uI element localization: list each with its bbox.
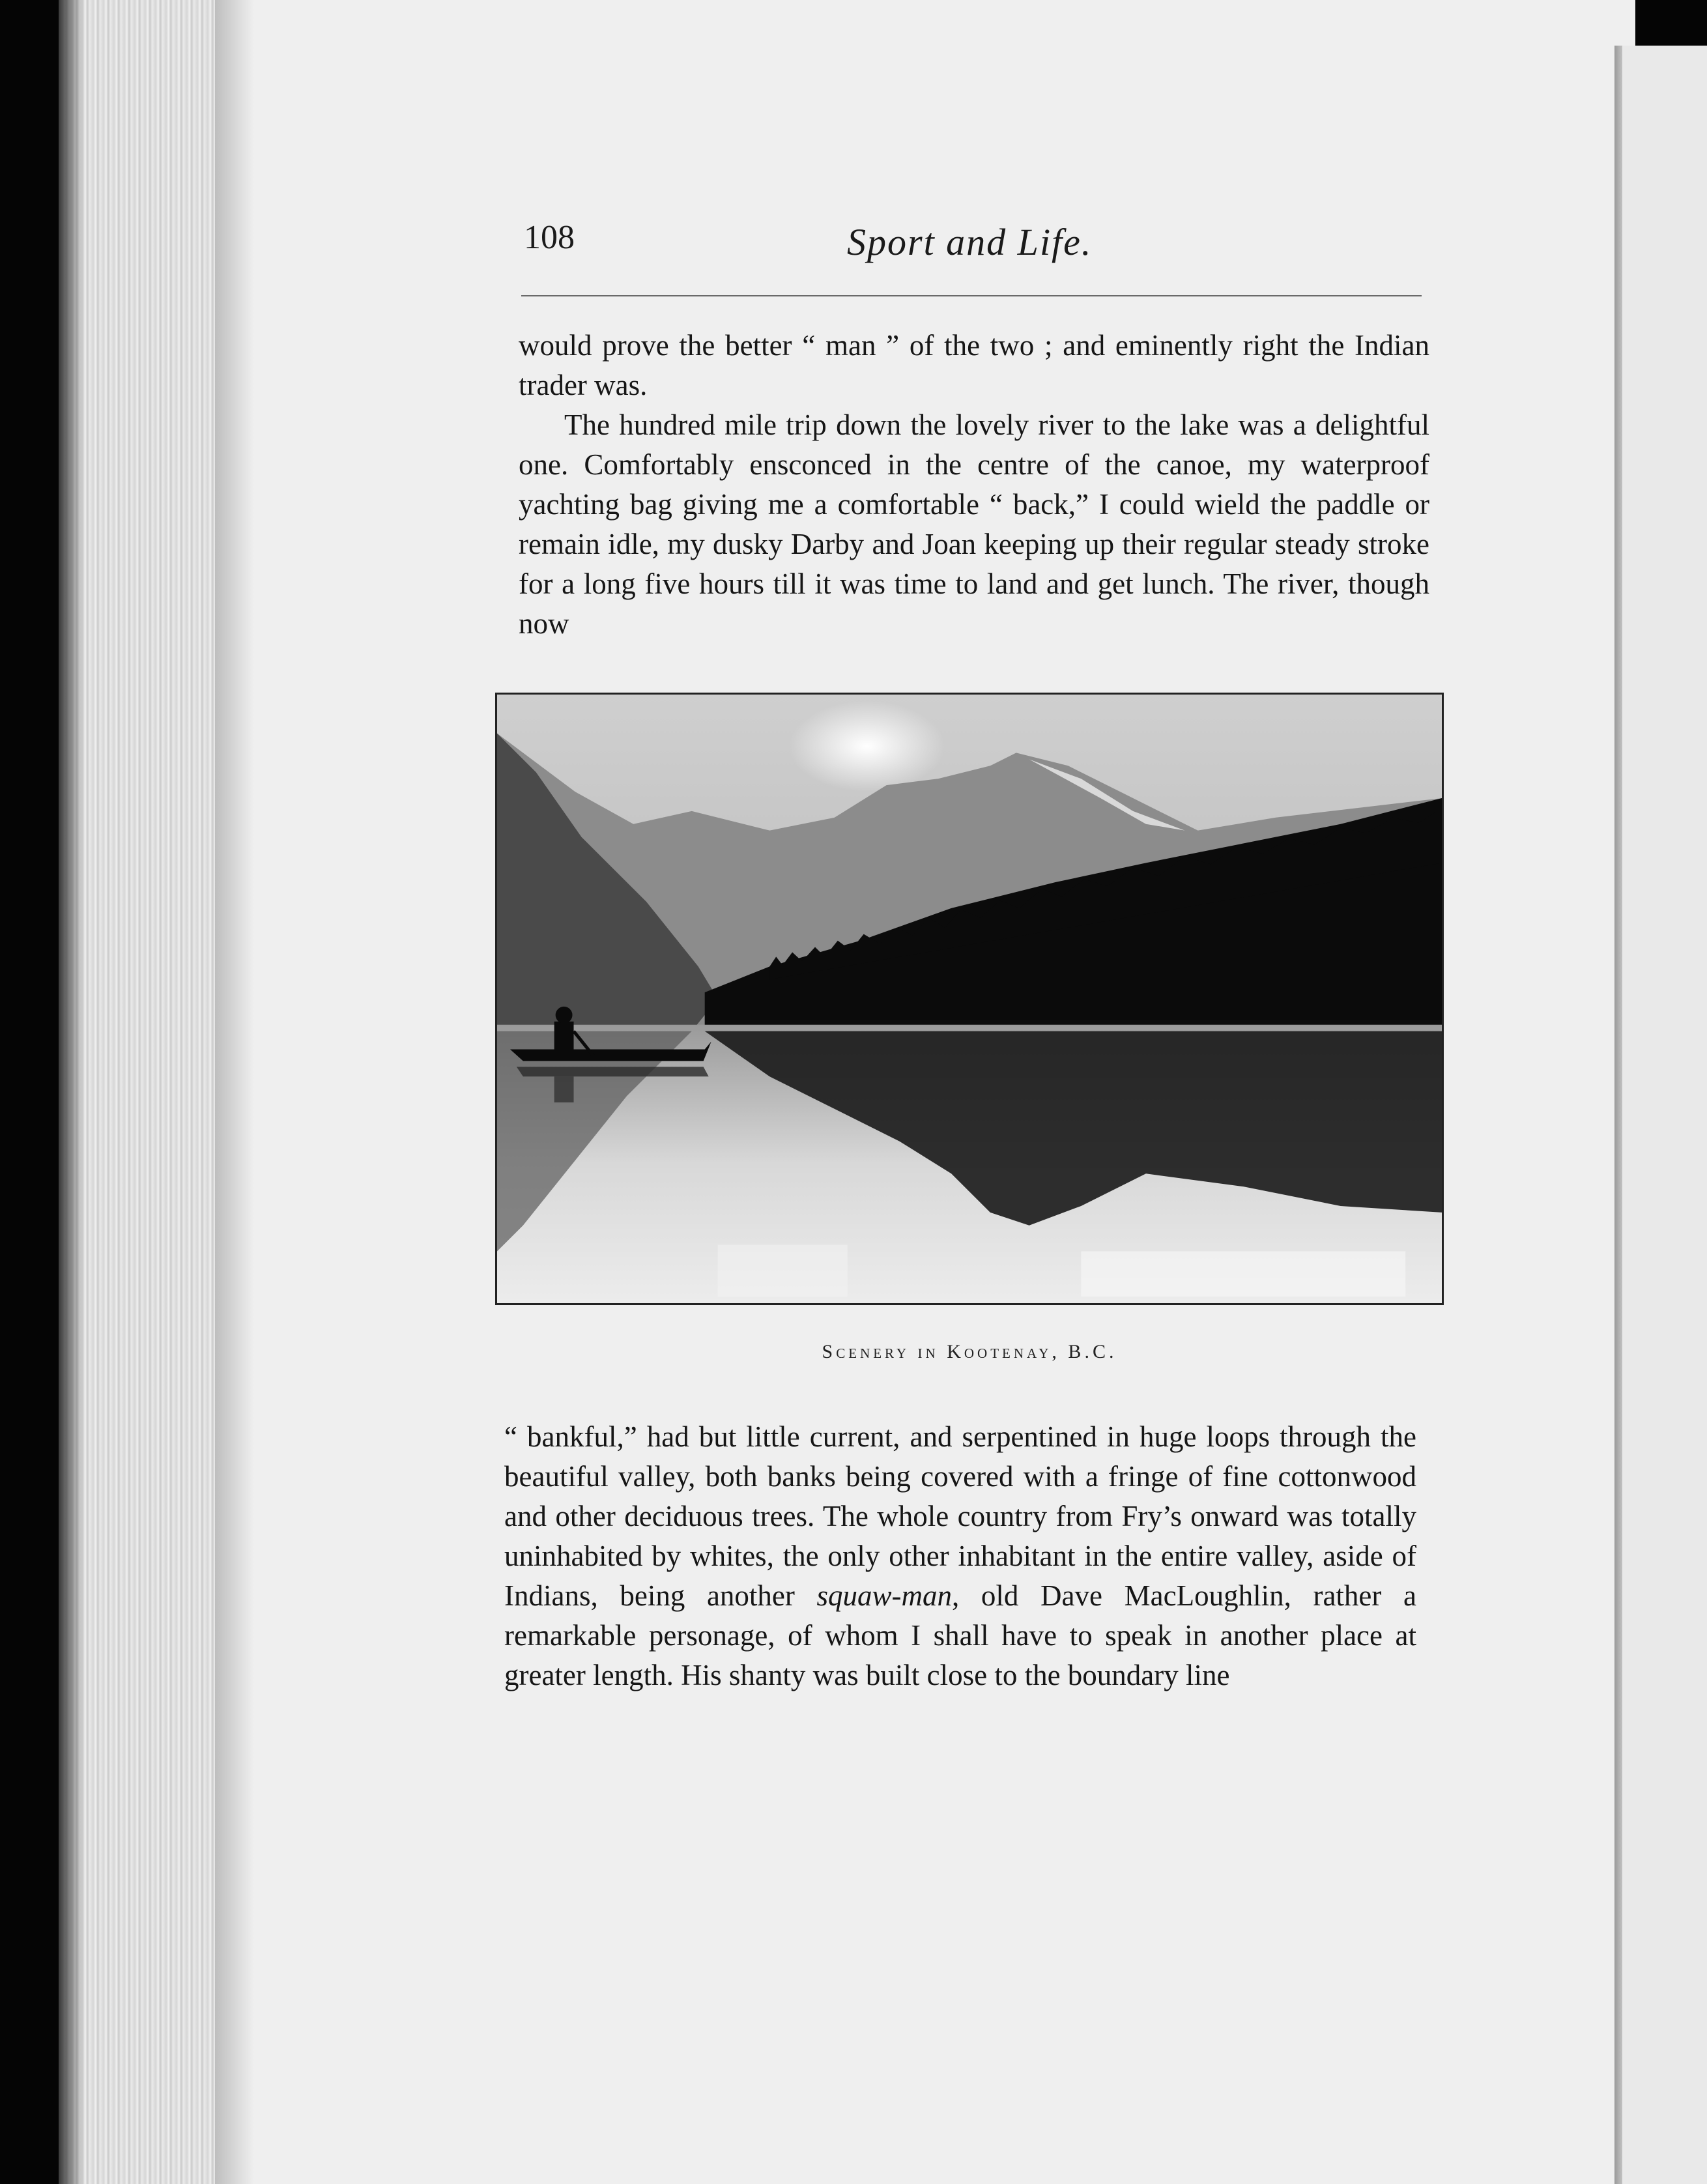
figure-caption: Scenery in Kootenay, B.C. xyxy=(822,1341,1117,1362)
paragraph: The hundred mile trip down the lovely river to the lake was a delightful one. Comfortably ensconced in the centre of the canoe, my waterproof yachting bag giving me a comfortable “ back,” I could wield the paddle or remain idle, my dusky Darby and Joan keeping up their regular steady stroke for a long five hours till it was time to land and get lunch. The river, though now xyxy=(519,409,1429,640)
page-edges-stack xyxy=(59,0,235,2184)
figure-photograph xyxy=(495,693,1444,1305)
header-rule xyxy=(521,295,1422,296)
spine-shadow xyxy=(59,0,85,2184)
italic-term: squaw-man xyxy=(816,1579,953,1612)
text-run: “ bankful,” had but little current, and serpentined in huge loops through the beautiful valley, both banks being covered with a fringe of fine cottonwood and other deciduous trees. The whole country from Fry’s onward was totally uninhabited by whites, the only other inhabitant in the entire valley, aside of Indians, being another xyxy=(504,1420,1416,1612)
text-block-bottom xyxy=(504,1417,1416,1695)
paragraph-continued: would prove the better “ man ” of the two ; and eminently right the Indian trader was. xyxy=(519,329,1429,401)
text-block-top xyxy=(519,326,1429,644)
page-fold-shadow xyxy=(215,0,254,2184)
text-run: , old Dave MacLoughlin, rather a remarkable personage, of whom I shall have to speak in another place at greater length. His shanty was built close to the boundary line xyxy=(504,1579,1416,1691)
paragraph-continued xyxy=(504,1417,1416,1695)
page-number: 108 xyxy=(524,219,575,256)
facing-page-strip xyxy=(1622,46,1707,2184)
landscape-photo xyxy=(497,695,1442,1303)
running-head: Sport and Life. xyxy=(847,221,1093,263)
